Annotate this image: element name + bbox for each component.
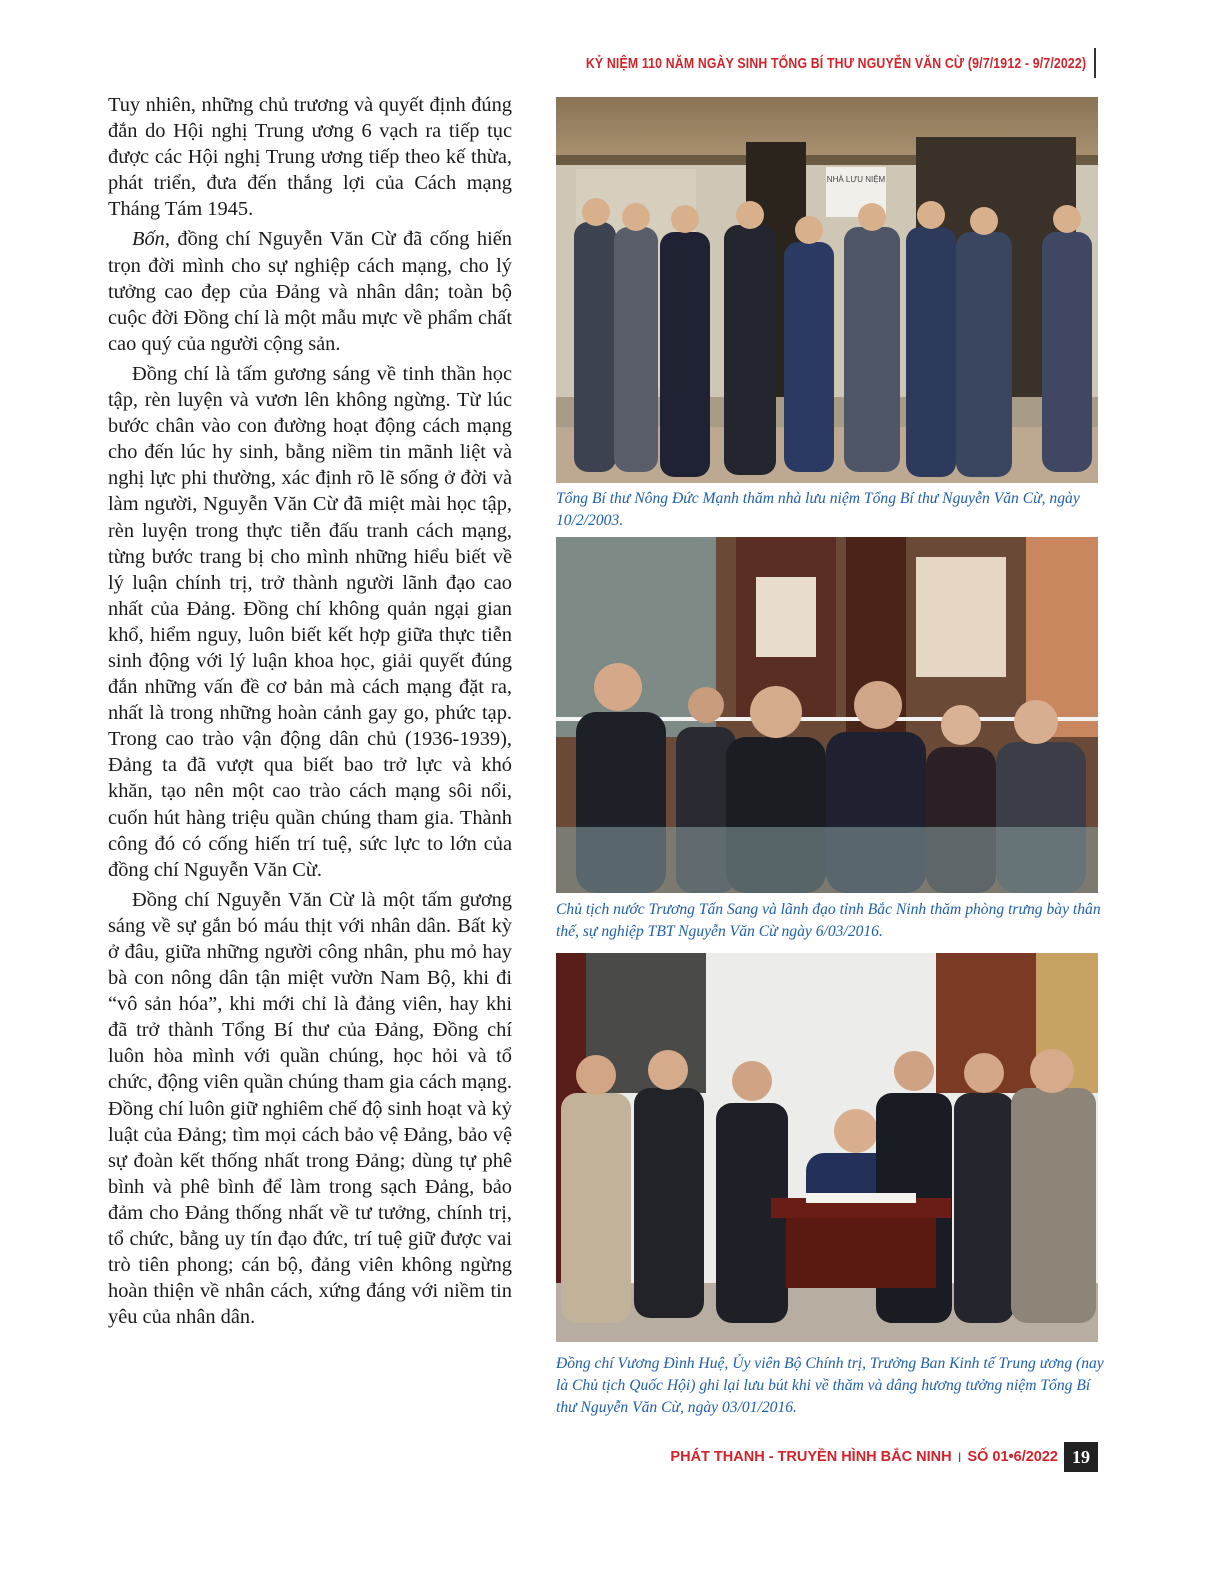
photo-memorial-house-visit bbox=[556, 97, 1098, 483]
photo-guestbook-signing bbox=[556, 953, 1098, 1342]
footer-issue: SỐ 01•6/2022 bbox=[967, 1449, 1058, 1465]
photo-exhibition-room-visit bbox=[556, 537, 1098, 893]
header-title: KỶ NIỆM 110 NĂM NGÀY SINH TỔNG BÍ THƯ NGUYỄN VĂN CỪ (9/7/1912 - 9/7/2022) bbox=[585, 54, 1086, 72]
caption-photo-3: Đồng chí Vương Đình Huệ, Ủy viên Bộ Chính trị, Trưởng Ban Kinh tế Trung ương (nay là Chủ tịch Quốc Hội) ghi lại lưu bút khi về thăm và dâng hương tưởng niệm Tổng Bí thư Nguyễn Văn Cừ, ngày 03/01/2016. bbox=[556, 1355, 1104, 1416]
footer-separator: I bbox=[957, 1449, 962, 1465]
paragraph-2-text: đồng chí Nguyễn Văn Cừ đã cống hiến trọn đời mình cho sự nghiệp cách mạng, cho lý tưởng cao đẹp của Đảng và nhân dân; toàn bộ cuộc đời Đồng chí là một mẫu mực về phẩm chất cao quý của người cộng sản. bbox=[108, 228, 512, 355]
caption-photo-2: Chủ tịch nước Trương Tấn Sang và lãnh đạo tỉnh Bắc Ninh thăm phòng trưng bày thân thế, sự nghiệp TBT Nguyễn Văn Cừ ngày 6/03/2016. bbox=[556, 901, 1101, 940]
header-divider bbox=[1094, 48, 1096, 78]
article-body bbox=[108, 92, 512, 1330]
paragraph-2-lead: Bốn, bbox=[132, 228, 170, 251]
page-number: 19 bbox=[1064, 1442, 1098, 1472]
caption-photo-1: Tổng Bí thư Nông Đức Mạnh thăm nhà lưu niệm Tổng Bí thư Nguyễn Văn Cừ, ngày 10/2/2003. bbox=[556, 490, 1080, 529]
paragraph-3: Đồng chí là tấm gương sáng về tinh thần học tập, rèn luyện và vươn lên không ngừng. Từ lúc bước chân vào con đường hoạt động cách mạng cho đến lúc hy sinh, bằng niềm tin mãnh liệt và nghị lực phi thường, xác định rõ lẽ sống ở đời và làm người, Nguyễn Văn Cừ đã miệt mài học tập, rèn luyện trong thực tiễn đấu tranh cách mạng, từng bước trang bị cho mình những hiểu biết về lý luận chính trị, trở thành người lãnh đạo cao nhất của Đảng. Đồng chí không quản ngại gian khổ, hiểm nguy, luôn biết kết hợp giữa thực tiễn sinh động với lý luận khoa học, giải quyết đúng đắn những vấn đề cơ bản mà cách mạng đặt ra, nhất là trong những hoàn cảnh gay go, phức tạp. Trong cao trào vận động dân chủ (1936-1939), Đảng ta đã vượt qua biết bao trở lực và khó khăn, tạo nên một cao trào cách mạng sôi nổi, cuốn hút hàng triệu quần chúng tham gia. Thành công đó có cống hiến trí tuệ, sức lực to lớn của đồng chí Nguyễn Văn Cừ. bbox=[108, 362, 512, 881]
paragraph-4: Đồng chí Nguyễn Văn Cừ là một tấm gương sáng về sự gắn bó máu thịt với nhân dân. Bất kỳ ở đâu, giữa những người công nhân, phu mỏ hay bà con nông dân tận miệt vườn Nam Bộ, khi đi “vô sản hóa”, khi mới chỉ là đảng viên, hay khi đã trở thành Tổng Bí thư của Đảng, Đồng chí luôn hòa mình với quần chúng, học hỏi và tổ chức, động viên quần chúng tham gia cách mạng. Đồng chí luôn giữ nghiêm chế độ sinh hoạt và kỷ luật của Đảng; tìm mọi cách bảo vệ Đảng, bảo vệ sự đoàn kết thống nhất trong Đảng; dùng tự phê bình và phê bình để làm trong sạch Đảng, bảo đảm cho Đảng thống nhất về tư tưởng, chính trị, tổ chức, bằng uy tín đạo đức, trí tuệ giữ được vai trò tiên phong; cán bộ, đảng viên không ngừng hoàn thiện về nhân cách, xứng đáng với niềm tin yêu của nhân dân. bbox=[108, 888, 513, 1329]
paragraph-2 bbox=[108, 226, 512, 356]
running-header bbox=[476, 48, 1096, 78]
page-footer bbox=[670, 1442, 1098, 1472]
paragraph-1: Tuy nhiên, những chủ trương và quyết định đúng đắn do Hội nghị Trung ương 6 vạch ra tiếp tục được các Hội nghị Trung ương tiếp theo kế thừa, phát triển, đưa đến thắng lợi của Cách mạng Tháng Tám 1945. bbox=[108, 94, 512, 221]
footer-publication: PHÁT THANH - TRUYỀN HÌNH BẮC NINH bbox=[670, 1449, 952, 1465]
photo-sign-text: NHÀ LƯU NIỆM bbox=[826, 175, 886, 184]
